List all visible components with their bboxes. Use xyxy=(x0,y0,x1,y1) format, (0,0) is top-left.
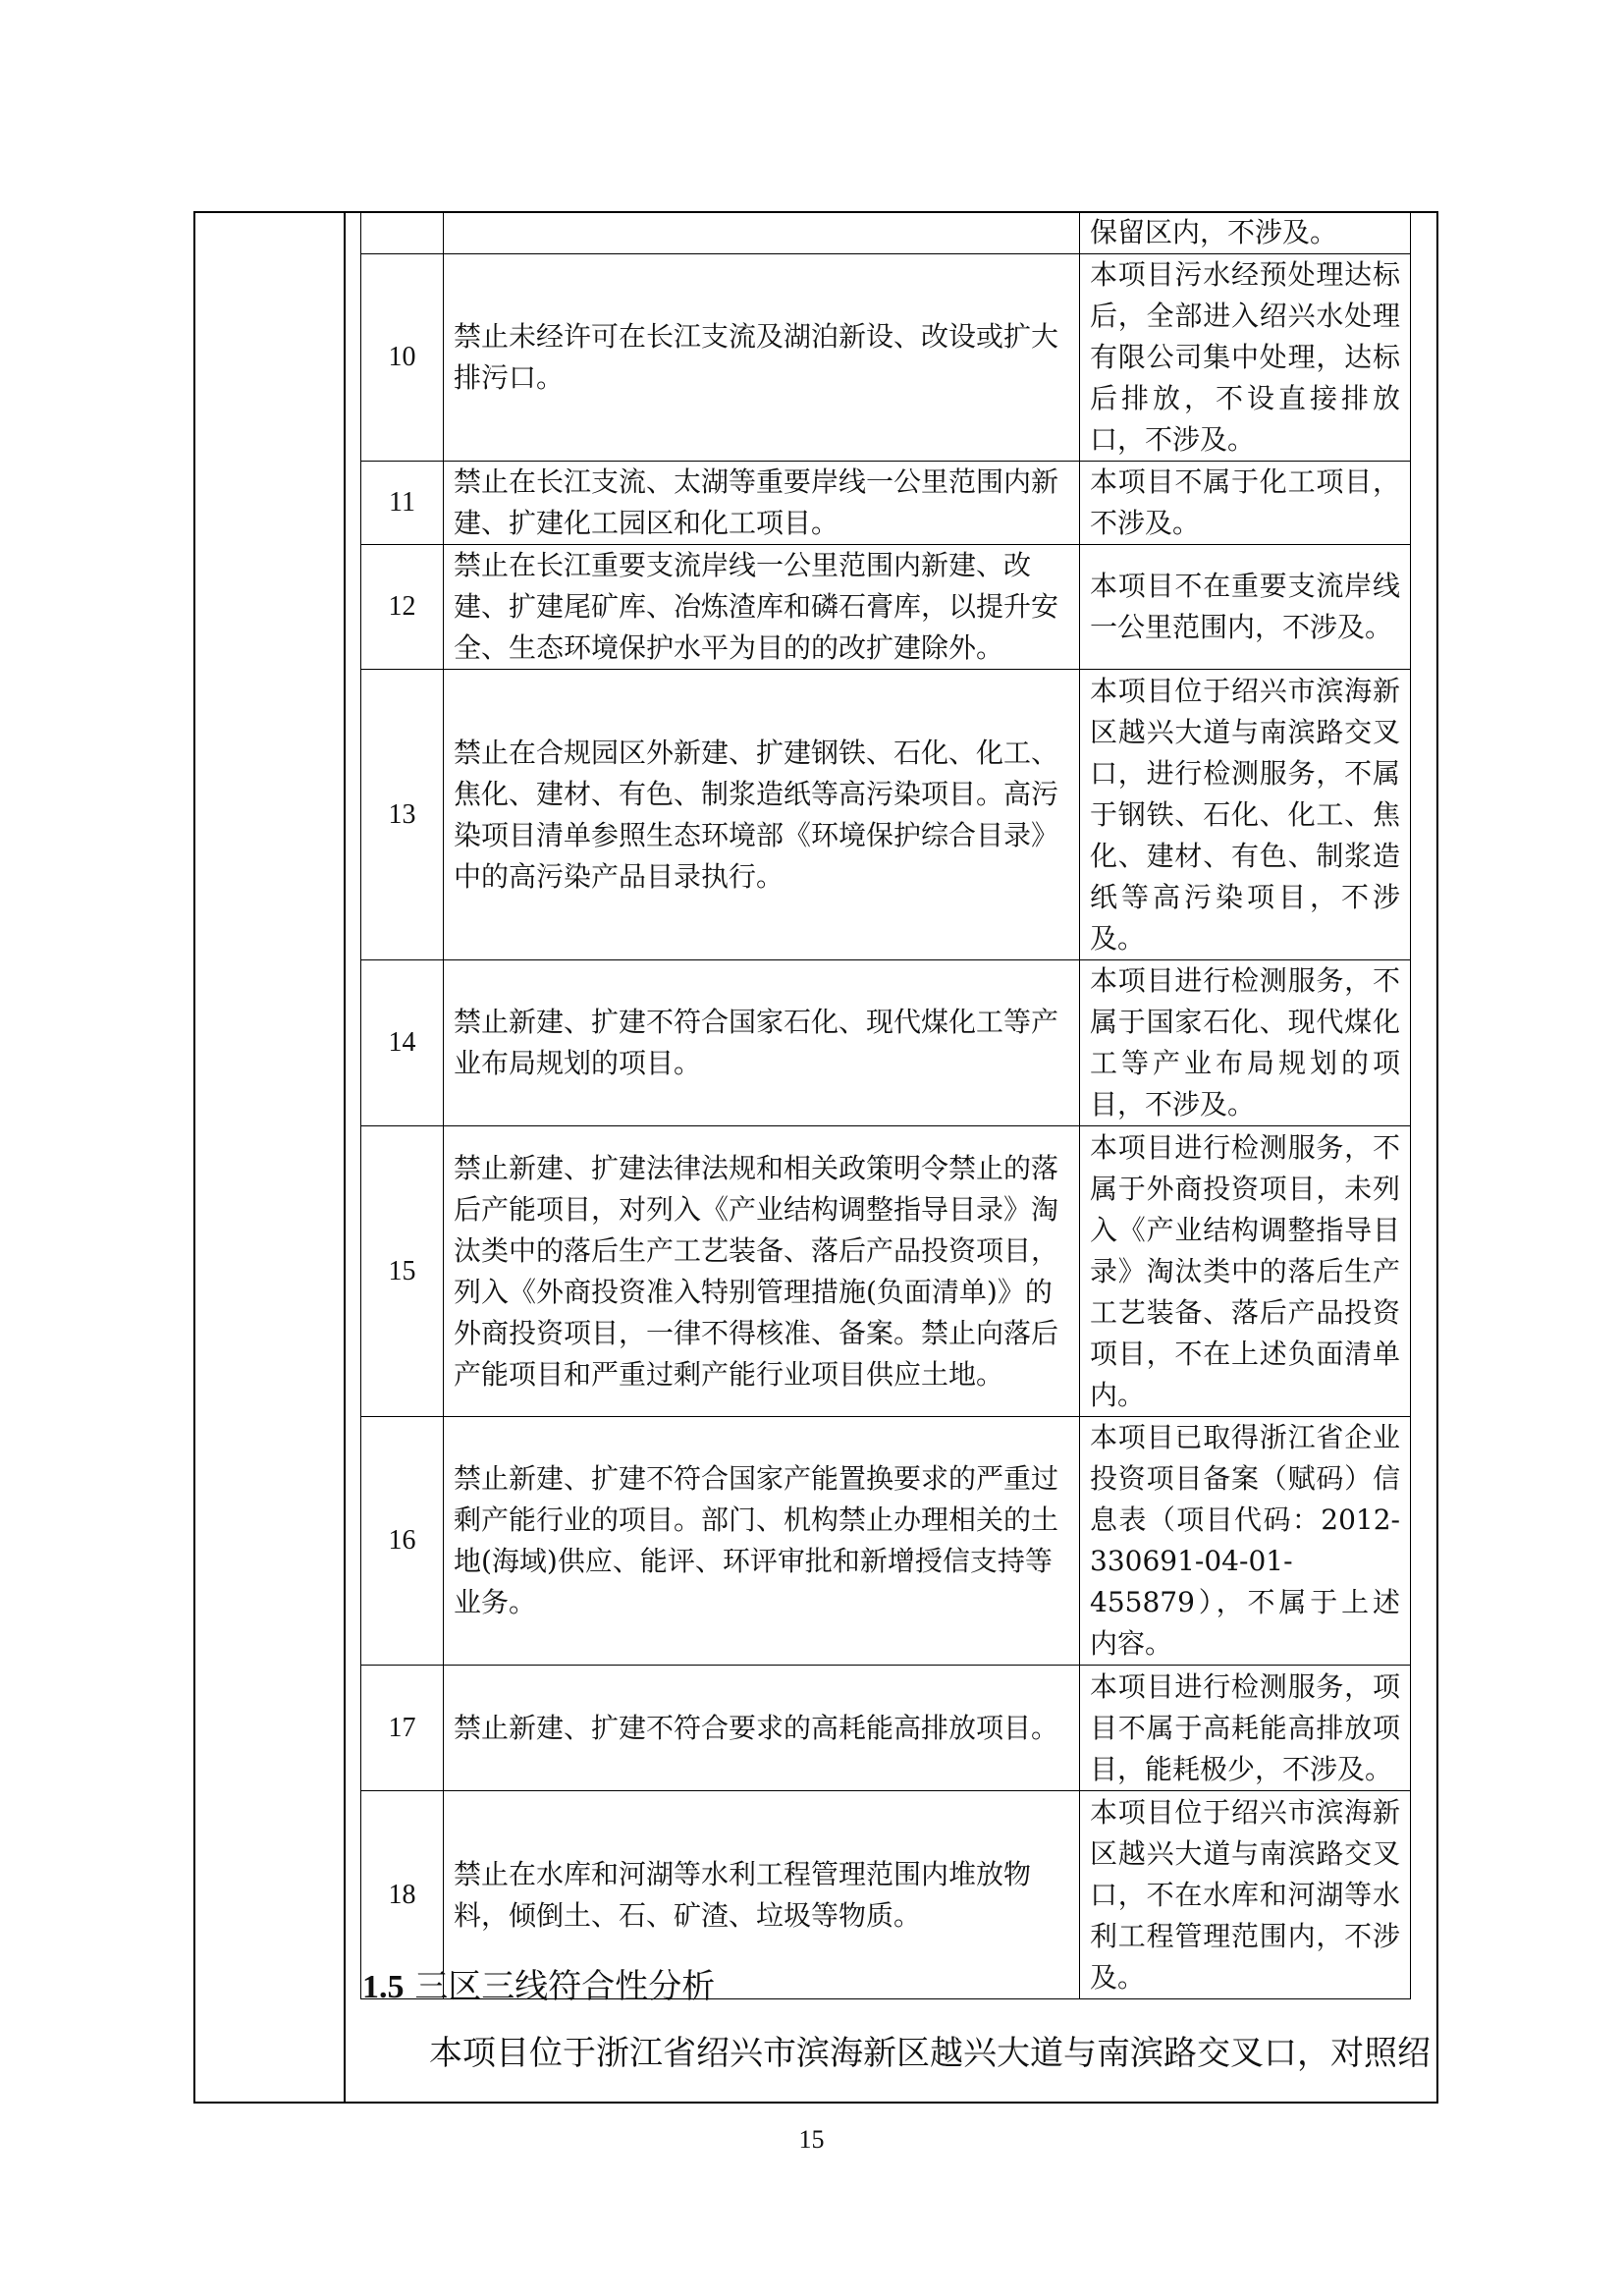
row-number: 18 xyxy=(361,1791,444,1999)
row-number: 11 xyxy=(361,462,444,545)
table-row xyxy=(361,545,1411,670)
row-result: 本项目污水经预处理达标后，全部进入绍兴水处理有限公司集中处理，达标后排放，不设直接排放口，不涉及。 xyxy=(1080,254,1411,462)
body-paragraph: 本项目位于浙江省绍兴市滨海新区越兴大道与南滨路交叉口，对照绍 xyxy=(429,2034,1431,2073)
table-row xyxy=(361,1417,1411,1666)
section-number: 1.5 xyxy=(362,1969,405,2005)
row-result: 本项目不在重要支流岸线一公里范围内，不涉及。 xyxy=(1080,545,1411,670)
row-result: 本项目已取得浙江省企业投资项目备案（赋码）信息表（项目代码：2012-330691-04-01-455879），不属于上述内容。 xyxy=(1080,1417,1411,1666)
row-requirement: 禁止新建、扩建不符合国家石化、现代煤化工等产业布局规划的项目。 xyxy=(444,960,1080,1126)
row-result: 本项目进行检测服务，不属于外商投资项目，未列入《产业结构调整指导目录》淘汰类中的落后生产工艺装备、落后产品投资项目，不在上述负面清单内。 xyxy=(1080,1126,1411,1417)
row-number: 10 xyxy=(361,254,444,462)
row-number: 12 xyxy=(361,545,444,670)
row-number: 16 xyxy=(361,1417,444,1666)
page-number: 15 xyxy=(798,2125,825,2154)
section-title: 三区三线符合性分析 xyxy=(414,1967,716,2006)
row-requirement: 禁止在水库和河湖等水利工程管理范围内堆放物料，倾倒土、石、矿渣、垃圾等物质。 xyxy=(444,1791,1080,1999)
row-result: 本项目进行检测服务，项目不属于高耗能高排放项目，能耗极少，不涉及。 xyxy=(1080,1666,1411,1791)
table-row xyxy=(361,670,1411,960)
row-result: 保留区内，不涉及。 xyxy=(1080,212,1411,254)
row-number xyxy=(361,212,444,254)
table-row xyxy=(361,1666,1411,1791)
row-requirement: 禁止在合规园区外新建、扩建钢铁、石化、化工、焦化、建材、有色、制浆造纸等高污染项目。高污染项目清单参照生态环境部《环境保护综合目录》中的高污染产品目录执行。 xyxy=(444,670,1080,960)
row-requirement: 禁止新建、扩建法律法规和相关政策明令禁止的落后产能项目，对列入《产业结构调整指导目录》淘汰类中的落后生产工艺装备、落后产品投资项目，列入《外商投资准入特别管理措施(负面清单)》的外商投资项目，一律不得核准、备案。禁止向落后产能项目和严重过剩产能行业项目供应土地。 xyxy=(444,1126,1080,1417)
section-heading xyxy=(362,1962,715,2012)
row-result: 本项目位于绍兴市滨海新区越兴大道与南滨路交叉口，不在水库和河湖等水利工程管理范围内，不涉及。 xyxy=(1080,1791,1411,1999)
requirements-table xyxy=(360,211,1411,1999)
row-result: 本项目位于绍兴市滨海新区越兴大道与南滨路交叉口，进行检测服务，不属于钢铁、石化、化工、焦化、建材、有色、制浆造纸等高污染项目，不涉及。 xyxy=(1080,670,1411,960)
row-requirement: 禁止新建、扩建不符合要求的高耗能高排放项目。 xyxy=(444,1666,1080,1791)
table-row xyxy=(361,254,1411,462)
column-divider xyxy=(344,211,346,2104)
table-row xyxy=(361,212,1411,254)
row-requirement: 禁止在长江重要支流岸线一公里范围内新建、改建、扩建尾矿库、冶炼渣库和磷石膏库，以提升安全、生态环境保护水平为目的的改扩建除外。 xyxy=(444,545,1080,670)
row-requirement xyxy=(444,212,1080,254)
row-result: 本项目进行检测服务，不属于国家石化、现代煤化工等产业布局规划的项目，不涉及。 xyxy=(1080,960,1411,1126)
row-number: 14 xyxy=(361,960,444,1126)
table-row xyxy=(361,1126,1411,1417)
row-requirement: 禁止未经许可在长江支流及湖泊新设、改设或扩大排污口。 xyxy=(444,254,1080,462)
table-row xyxy=(361,960,1411,1126)
row-number: 15 xyxy=(361,1126,444,1417)
row-requirement: 禁止新建、扩建不符合国家产能置换要求的严重过剩产能行业的项目。部门、机构禁止办理相关的土地(海域)供应、能评、环评审批和新增授信支持等业务。 xyxy=(444,1417,1080,1666)
row-result: 本项目不属于化工项目，不涉及。 xyxy=(1080,462,1411,545)
row-number: 13 xyxy=(361,670,444,960)
table-row xyxy=(361,462,1411,545)
row-number: 17 xyxy=(361,1666,444,1791)
row-requirement: 禁止在长江支流、太湖等重要岸线一公里范围内新建、扩建化工园区和化工项目。 xyxy=(444,462,1080,545)
